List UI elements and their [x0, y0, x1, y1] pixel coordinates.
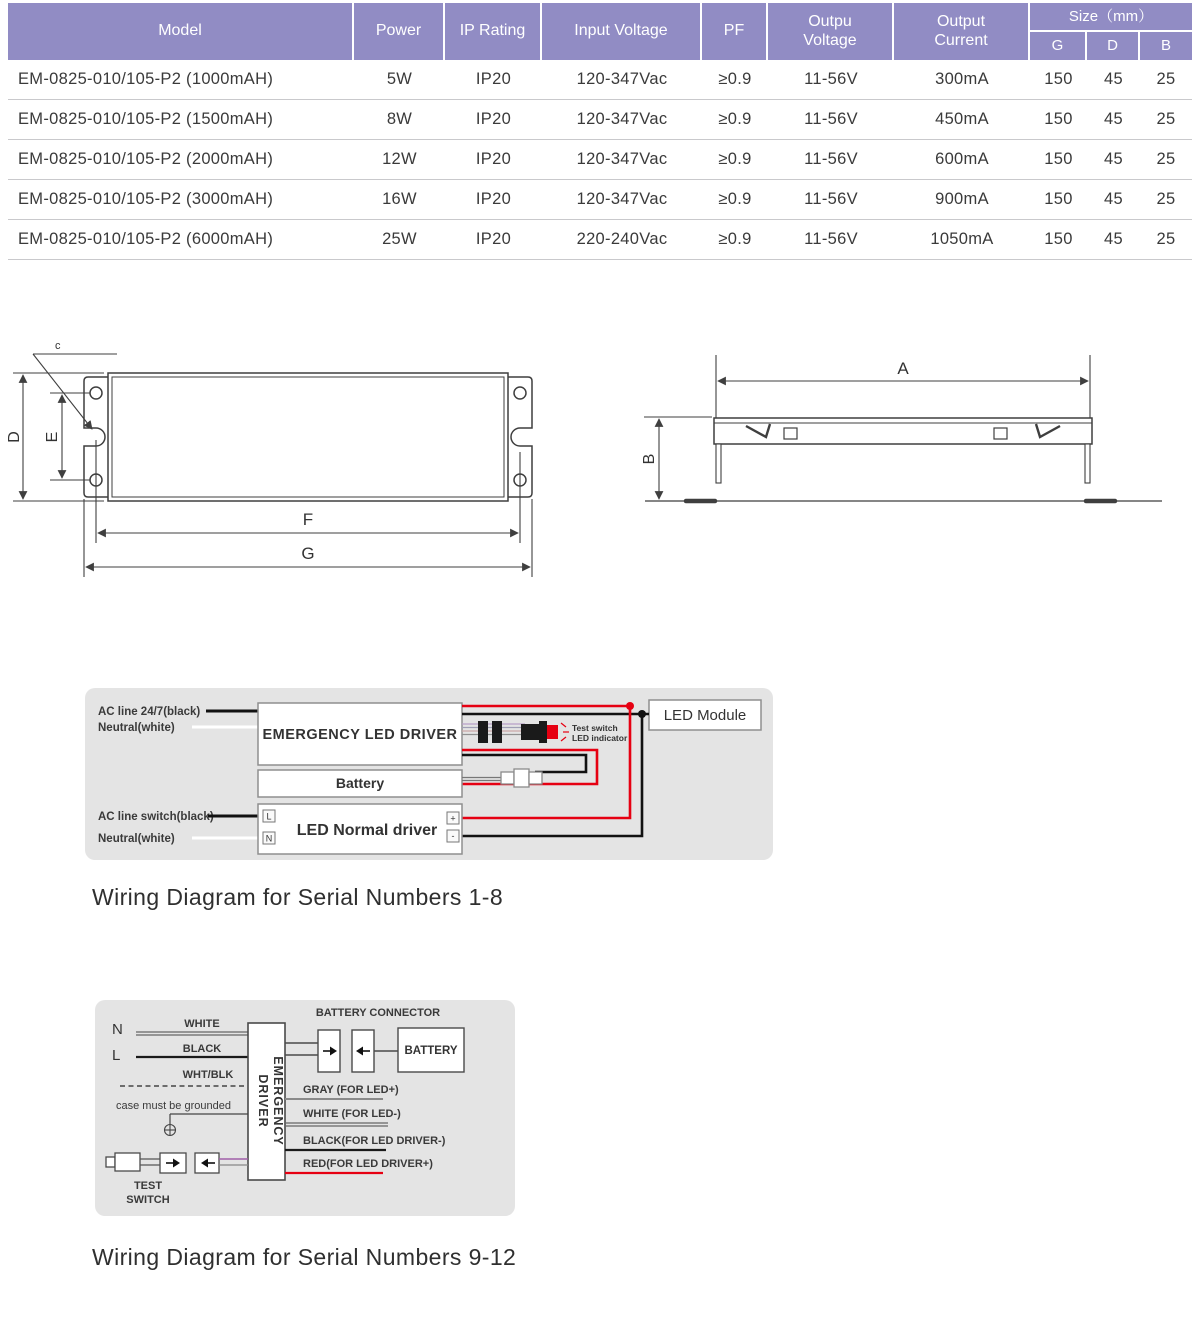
- wiring2-caption: Wiring Diagram for Serial Numbers 9-12: [92, 1244, 517, 1270]
- cell-ip: IP20: [475, 190, 512, 208]
- cell-input: 120-347Vac: [576, 110, 668, 128]
- driver-body: [108, 373, 508, 501]
- battery-connector-label: BATTERY CONNECTOR: [315, 1007, 441, 1019]
- header-size: [1030, 3, 1192, 60]
- cell-power: 12W: [382, 150, 417, 168]
- cell-ip: IP20: [475, 230, 512, 248]
- header-size-d: D: [1087, 32, 1140, 60]
- cell-vout: 11-56V: [804, 190, 858, 208]
- cell-input: 220-240Vac: [576, 230, 668, 248]
- cell-model: EM-0825-010/105-P2 (1000mAH): [18, 70, 274, 88]
- test-switch-label-2: SWITCH: [126, 1194, 170, 1206]
- header-output-current: Output Current: [894, 3, 1030, 60]
- wiring1-caption: Wiring Diagram for Serial Numbers 1-8: [92, 884, 504, 910]
- cell-iout: 300mA: [935, 70, 989, 88]
- cell-b: 25: [1156, 150, 1176, 168]
- dim-label-e: E: [44, 431, 61, 443]
- cell-input: 120-347Vac: [576, 190, 668, 208]
- label-black-wire: BLACK(FOR LED DRIVER-): [303, 1135, 446, 1147]
- header-input-voltage: Input Voltage: [542, 3, 702, 60]
- dim-label-g: G: [301, 544, 315, 563]
- svg-text:N: N: [265, 833, 273, 844]
- led-indicator-lamp: [547, 725, 558, 739]
- cell-pf: ≥0.9: [718, 150, 752, 168]
- label-ac-switch: AC line switch(black): [98, 811, 214, 823]
- dim-label-c: c: [55, 340, 61, 352]
- test-switch-label: Test switch: [572, 723, 618, 733]
- cell-iout: 1050mA: [930, 230, 994, 248]
- junction-dot-black: [638, 710, 646, 718]
- battery-label: Battery: [335, 775, 385, 791]
- emergency-driver-label: EMERGENCY LED DRIVER: [262, 727, 458, 743]
- label-neutral-bottom: Neutral(white): [98, 833, 175, 845]
- cell-model: EM-0825-010/105-P2 (6000mAH): [18, 230, 274, 248]
- cell-iout: 450mA: [935, 110, 989, 128]
- spec-table-header: [8, 3, 1192, 60]
- test-switch-plug: [521, 724, 540, 740]
- svg-text:L: L: [266, 811, 272, 822]
- cell-ip: IP20: [475, 70, 512, 88]
- cell-vout: 11-56V: [804, 150, 858, 168]
- header-power: Power: [354, 3, 445, 60]
- label-ac-line: AC line 24/7(black): [98, 706, 201, 718]
- cell-d: 45: [1104, 110, 1123, 128]
- label-white-wire: WHITE (FOR LED-): [303, 1108, 401, 1120]
- header-size-mm: Size（mm）: [1030, 3, 1192, 32]
- dim-label-a: A: [897, 359, 909, 378]
- wiring-diagram-1: [80, 684, 780, 864]
- cell-d: 45: [1104, 150, 1123, 168]
- header-size-b: B: [1160, 37, 1171, 55]
- header-model: Model: [8, 3, 354, 60]
- side-view-drawing: [641, 355, 1162, 501]
- label-grounded: case must be grounded: [116, 1100, 231, 1112]
- cell-model: EM-0825-010/105-P2 (3000mAH): [18, 190, 274, 208]
- side-body: [714, 418, 1092, 444]
- header-ip-rating: IP Rating: [445, 3, 542, 60]
- dim-label-f: F: [302, 510, 314, 529]
- mounting-hole: [90, 387, 102, 399]
- cell-d: 45: [1104, 190, 1123, 208]
- front-view-drawing: [6, 340, 532, 577]
- led-module-label: LED Module: [663, 707, 747, 724]
- cell-iout: 600mA: [935, 150, 989, 168]
- test-switch-assembly: [462, 721, 628, 743]
- battery-label: BATTERY: [404, 1045, 458, 1057]
- cell-iout: 900mA: [935, 190, 989, 208]
- label-red-wire: RED(FOR LED DRIVER+): [303, 1158, 433, 1170]
- mounting-leg: [1085, 444, 1090, 483]
- dim-label-b: B: [641, 453, 658, 465]
- spec-table: [8, 3, 1192, 260]
- dim-label-d: D: [6, 431, 23, 443]
- connector-block: [478, 721, 488, 743]
- cell-b: 25: [1156, 230, 1176, 248]
- dimension-drawings: [0, 330, 1200, 610]
- connector-block: [492, 721, 502, 743]
- cell-vout: 11-56V: [804, 70, 858, 88]
- header-output-voltage: Outpu Voltage: [768, 3, 894, 60]
- cell-g: 150: [1044, 230, 1073, 248]
- table-row: [8, 220, 1192, 260]
- table-row: [8, 140, 1192, 180]
- svg-text:-: -: [451, 831, 455, 841]
- cell-b: 25: [1156, 190, 1176, 208]
- label-n: N: [112, 1021, 123, 1038]
- header-pf: PF: [702, 3, 768, 60]
- wiring-diagram-2: [90, 996, 520, 1221]
- label-black: BLACK: [182, 1043, 222, 1055]
- cell-g: 150: [1044, 110, 1073, 128]
- cell-g: 150: [1044, 70, 1073, 88]
- cell-d: 45: [1104, 230, 1123, 248]
- cell-vout: 11-56V: [804, 110, 858, 128]
- svg-text:+: +: [450, 813, 456, 824]
- led-indicator-label: LED indicator: [572, 733, 628, 743]
- mounting-leg: [716, 444, 721, 483]
- ground-screw-icon: [165, 1125, 176, 1136]
- cell-g: 150: [1044, 150, 1073, 168]
- cell-pf: ≥0.9: [718, 110, 752, 128]
- cell-model: EM-0825-010/105-P2 (1500mAH): [18, 110, 274, 128]
- test-switch-label-1: TEST: [133, 1180, 163, 1192]
- cell-pf: ≥0.9: [718, 230, 752, 248]
- cell-input: 120-347Vac: [576, 150, 668, 168]
- header-size-g: G: [1030, 32, 1087, 60]
- driver-label-line2: DRIVER: [256, 1074, 270, 1128]
- junction-dot-red: [626, 702, 634, 710]
- table-row: [8, 100, 1192, 140]
- label-whtblk: WHT/BLK: [182, 1069, 234, 1081]
- normal-driver-label: LED Normal driver: [296, 822, 438, 839]
- cell-d: 45: [1104, 70, 1123, 88]
- label-white: WHITE: [184, 1018, 220, 1030]
- cell-model: EM-0825-010/105-P2 (2000mAH): [18, 150, 274, 168]
- cell-ip: IP20: [475, 150, 512, 168]
- cell-b: 25: [1156, 110, 1176, 128]
- cell-power: 8W: [386, 110, 413, 128]
- battery-connector: [501, 769, 542, 787]
- driver-label-line1: EMERGENCY: [271, 1056, 285, 1146]
- cell-input: 120-347Vac: [576, 70, 668, 88]
- cell-pf: ≥0.9: [718, 70, 752, 88]
- cell-power: 16W: [382, 190, 417, 208]
- cell-g: 150: [1044, 190, 1073, 208]
- mounting-hole: [514, 387, 526, 399]
- label-gray-wire: GRAY (FOR LED+): [303, 1084, 399, 1096]
- table-row: [8, 180, 1192, 220]
- label-l: L: [112, 1047, 121, 1064]
- cell-power: 5W: [386, 70, 413, 88]
- label-neutral-top: Neutral(white): [98, 722, 175, 734]
- cell-vout: 11-56V: [804, 230, 858, 248]
- cell-power: 25W: [382, 230, 417, 248]
- cell-pf: ≥0.9: [718, 190, 752, 208]
- cell-ip: IP20: [475, 110, 512, 128]
- table-row: [8, 60, 1192, 100]
- cell-b: 25: [1156, 70, 1176, 88]
